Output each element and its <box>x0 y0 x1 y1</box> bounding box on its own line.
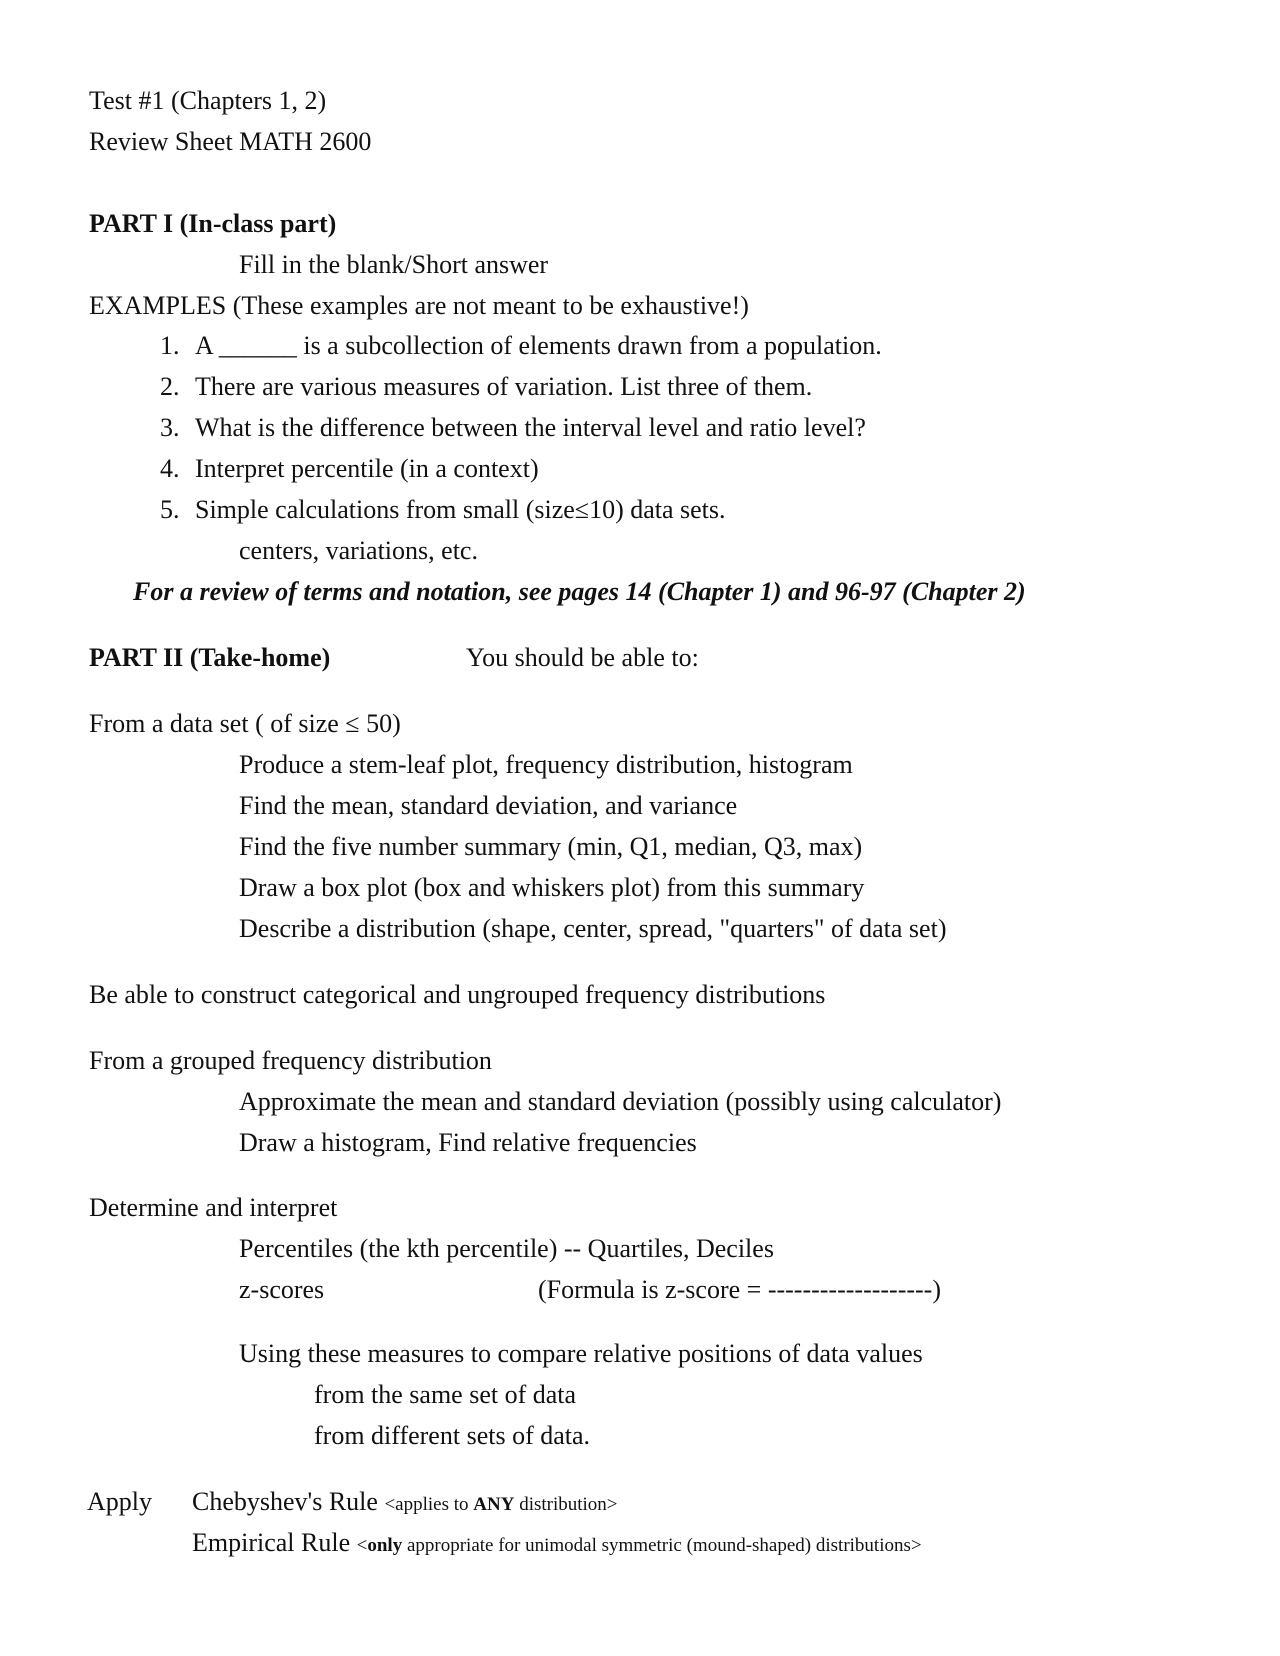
chebyshev-rule: Chebyshev's Rule <box>192 1487 378 1516</box>
chebyshev-note <box>384 1494 617 1515</box>
apply-label: Apply <box>87 1487 152 1516</box>
item5-subtext: centers, variations, etc. <box>239 536 478 565</box>
determine-heading: Determine and interpret <box>89 1193 338 1222</box>
list-number: 1. <box>160 331 180 360</box>
note-text: <applies to <box>384 1494 474 1515</box>
list-number: 2. <box>160 372 180 401</box>
percentiles-line: Percentiles (the kth percentile) -- Quartiles, Deciles <box>239 1234 774 1263</box>
note-text: appropriate for unimodal symmetric (mound-shaped) distributions> <box>402 1535 922 1556</box>
dataset-item: Draw a box plot (box and whiskers plot) from this summary <box>239 873 865 902</box>
dataset-item: Describe a distribution (shape, center, spread, "quarters" of data set) <box>239 914 947 943</box>
review-note: For a review of terms and notation, see pages 14 (Chapter 1) and 96-97 (Chapter 2) <box>133 577 1026 606</box>
header-title: Test #1 (Chapters 1, 2) <box>89 86 327 115</box>
note-emphasis: only <box>367 1535 403 1556</box>
header-subtitle: Review Sheet MATH 2600 <box>89 127 372 156</box>
grouped-heading: From a grouped frequency distribution <box>89 1046 492 1075</box>
part1-title: PART I (In-class part) <box>89 209 337 238</box>
list-item: There are various measures of variation. List three of them. <box>195 372 813 401</box>
dataset-item: Produce a stem-leaf plot, frequency distribution, histogram <box>239 750 853 779</box>
chebyshev-line <box>192 1486 618 1521</box>
grouped-item: Approximate the mean and standard deviation (possibly using calculator) <box>239 1087 1002 1116</box>
using-line: Using these measures to compare relative positions of data values <box>239 1339 923 1368</box>
list-item: A ______ is a subcollection of elements drawn from a population. <box>195 331 882 360</box>
note-text: < <box>356 1535 368 1556</box>
empirical-line <box>192 1527 922 1562</box>
list-number: 4. <box>160 454 180 483</box>
note-emphasis: ANY <box>473 1494 515 1515</box>
using-item: from different sets of data. <box>314 1421 591 1450</box>
zscores-label: z-scores <box>239 1275 325 1304</box>
part1-subtitle: Fill in the blank/Short answer <box>239 250 549 279</box>
dataset-item: Find the five number summary (min, Q1, median, Q3, max) <box>239 832 863 861</box>
dataset-item: Find the mean, standard deviation, and variance <box>239 791 738 820</box>
part2-intro: You should be able to: <box>466 643 699 672</box>
list-item: Interpret percentile (in a context) <box>195 454 539 483</box>
list-item: What is the difference between the interval level and ratio level? <box>195 413 866 442</box>
empirical-note <box>357 1535 922 1556</box>
grouped-item: Draw a histogram, Find relative frequencies <box>239 1128 697 1157</box>
list-number: 5. <box>160 495 180 524</box>
list-item: Simple calculations from small (size≤10) data sets. <box>195 495 726 524</box>
list-number: 3. <box>160 413 180 442</box>
empirical-rule: Empirical Rule <box>192 1528 351 1557</box>
dataset-heading: From a data set ( of size ≤ 50) <box>89 709 401 738</box>
note-text: distribution> <box>514 1494 618 1515</box>
zscore-formula: (Formula is z-score = -------------------) <box>538 1275 941 1304</box>
examples-heading: EXAMPLES (These examples are not meant to be exhaustive!) <box>89 291 749 320</box>
part2-title: PART II (Take-home) <box>89 643 331 672</box>
using-item: from the same set of data <box>314 1380 577 1409</box>
categorical-line: Be able to construct categorical and ungrouped frequency distributions <box>89 980 826 1009</box>
